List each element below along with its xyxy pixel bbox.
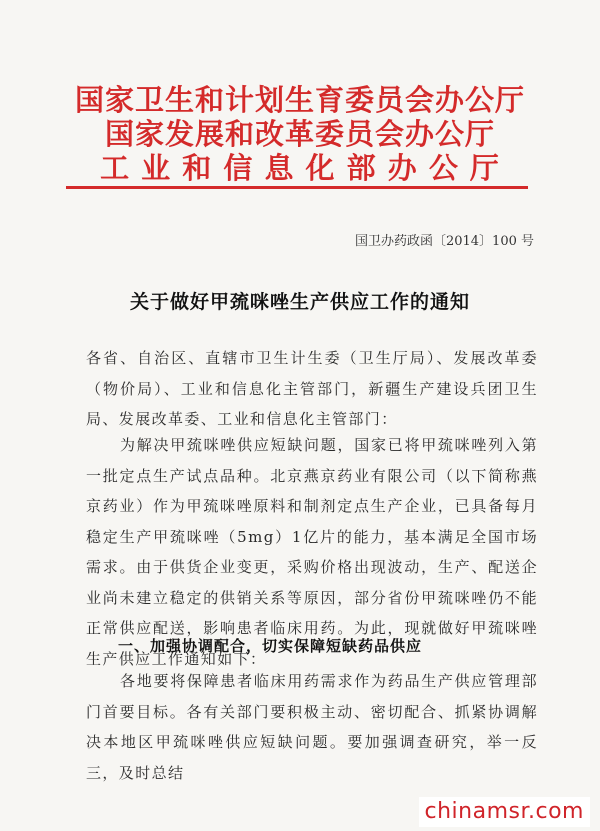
- letterhead-line-2: 国家发展和改革委员会办公厅: [104, 117, 495, 151]
- letterhead-line-3: 工 业 和 信 息 化 部 办 公 厅: [100, 151, 500, 185]
- section-1-heading: 一、加强协调配合，切实保障短缺药品供应: [118, 637, 423, 655]
- body-paragraph-1: 为解决甲巯咪唑供应短缺问题，国家已将甲巯咪唑列入第一批定点生产试点品种。北京燕京药业有限公司（以下简称燕京药业）作为甲巯咪唑原料和制剂定点生产企业，已具备每月稳定生产甲巯咪唑（5mg）1亿片的能力，基本满足全国市场需求。由于供货企业变更，采购价格出现波动，生产、配送企业尚未建立稳定的供销关系等原因，部分省份甲巯咪唑仍不能正常供应配送，影响患者临床用药。为此，现就做好甲巯咪唑生产供应工作通知如下：: [86, 436, 538, 668]
- letterhead-line-1: 国家卫生和计划生育委员会办公厅: [74, 83, 525, 117]
- addressee-paragraph: 各省、自治区、直辖市卫生计生委（卫生厅局）、发展改革委（物价局）、工业和信息化主管部门，新疆生产建设兵团卫生局、发展改革委、工业和信息化主管部门：: [86, 349, 538, 428]
- document-title: 关于做好甲巯咪唑生产供应工作的通知: [129, 291, 470, 313]
- red-divider-line: [66, 186, 528, 189]
- site-watermark: chinamsr.com: [419, 797, 590, 827]
- section-1-paragraph: 各地要将保障患者临床用药需求作为药品生产供应管理部门首要目标。各有关部门要积极主动、密切配合、抓紧协调解决本地区甲巯咪唑供应短缺问题。要加强调查研究，举一反三，及时总结: [86, 672, 538, 782]
- document-number: 国卫办药政函〔2014〕100 号: [354, 234, 534, 249]
